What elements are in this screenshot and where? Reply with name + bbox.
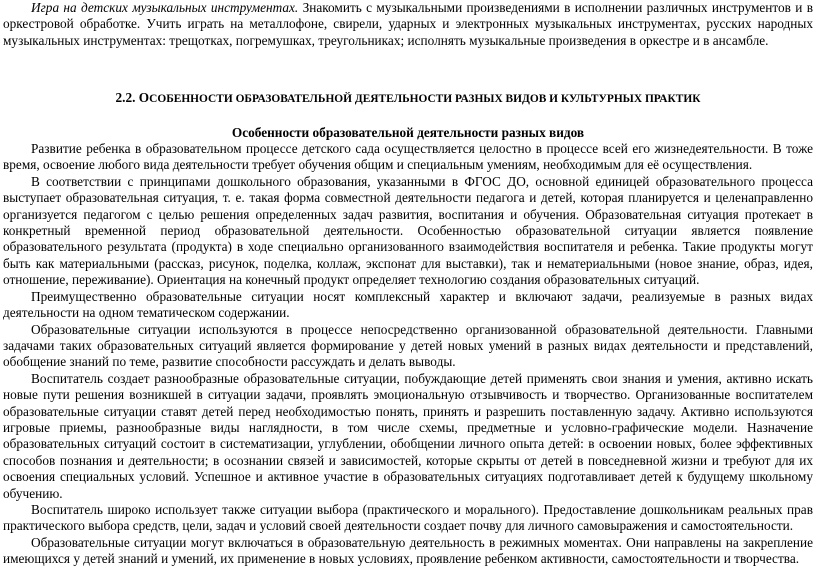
paragraph-7: Образовательные ситуации могут включаться в образовательную деятельность в режимных моментах. Они направлены на закрепление имеющихся у детей знаний и умений, их применение в новых условиях, проявление ребенком активности, самостоятельности и творчества. — [3, 534, 813, 567]
intro-italic-lead: Игра на детских музыкальных инструментах. — [31, 0, 299, 15]
section-title-rest: СОБЕННОСТИ ОБРАЗОВАТЕЛЬНОЙ ДЕЯТЕЛЬНОСТИ РАЗНЫХ ВИДОВ И КУЛЬТУРНЫХ ПРАКТИК — [149, 93, 701, 106]
paragraph-6: Воспитатель широко использует также ситуации выбора (практического и морального). Предоставление дошкольникам реальных прав практического выбора средств, цели, задач и условий своей деятельности создает почву для личного самовыражения и самостоятельности. — [3, 501, 813, 534]
paragraph-5: Воспитатель создает разнообразные образовательные ситуации, побуждающие детей применять свои знания и умения, активно искать новые пути решения возникшей в ситуации задачи, проявлять эмоциональную отзывчивость и творчество. Организованные воспитателем образовательные ситуации ставят детей перед необходимостью понять, принять и разрешить поставленную задачу. Активно используются игровые приемы, разнообразные виды наглядности, в том числе схемы, предметные и условно-графические модели. Назначение образовательных ситуаций состоит в систематизации, углублении, обобщении личного опыта детей: в освоении новых, более эффективных способов познания и деятельности; в осознании связей и зависимостей, которые скрыты от детей в повседневной жизни и требуют для их освоения специальных условий. Успешное и активное участие в образовательных ситуациях подготавливает детей к будущему школьному обучению. — [3, 370, 813, 501]
intro-text: Знакомить с музыкальными произведениями в исполнении различных инструментов и в оркестровой обработке. Учить играть на металлофоне, свирели, ударных и электронных музыкальных инструментах, русских народных музыкальных инструментах: трещотках, погремушках, треугольниках; исполнять музыкальные произведения в оркестре и в ансамбле. — [3, 0, 813, 48]
paragraph-4: Образовательные ситуации используются в процессе непосредственно организованной образовательной деятельности. Главными задачами таких образовательных ситуаций является формирование у детей новых умений в разных видах деятельности и представлений, обобщение знаний по теме, развитие способности рассуждать и делать выводы. — [3, 321, 813, 370]
paragraph-3: Преимущественно образовательные ситуации носят комплексный характер и включают задачи, реализуемые в разных видах деятельности на одном тематическом содержании. — [3, 288, 813, 321]
section-heading — [3, 90, 813, 107]
paragraph-2: В соответствии с принципами дошкольного образования, указанными в ФГОС ДО, основной единицей образовательного процесса выступает образовательная ситуация, т. е. такая форма совместной деятельности педагога и детей, которая планируется и целенаправленно организуется педагогом с целью решения определенных задач развития, воспитания и обучения. Образовательная ситуация протекает в конкретный временной период образовательной деятельности. Особенностью образовательной ситуации является появление образовательного результата (продукта) в ходе специально организованного взаимодействия воспитателя и ребенка. Такие продукты могут быть как материальными (рассказ, рисунок, поделка, коллаж, экспонат для выставки), так и нематериальными (новое знание, образ, идея, отношение, переживание). Ориентация на конечный продукт определяет технологию создания образовательных ситуаций. — [3, 173, 813, 288]
section-first-letter: О — [138, 90, 150, 106]
document-page — [3, 0, 813, 568]
paragraph-1: Развитие ребенка в образовательном процессе детского сада осуществляется целостно в процессе всей его жизнедеятельности. В тоже время, освоение любого вида деятельности требует обучения общим и специальным умениям, необходимым для её осуществления. — [3, 141, 813, 173]
subsection-title: Особенности образовательной деятельности разных видов — [231, 124, 585, 140]
section-number: 2.2. — [115, 90, 139, 106]
intro-paragraph — [3, 0, 813, 49]
